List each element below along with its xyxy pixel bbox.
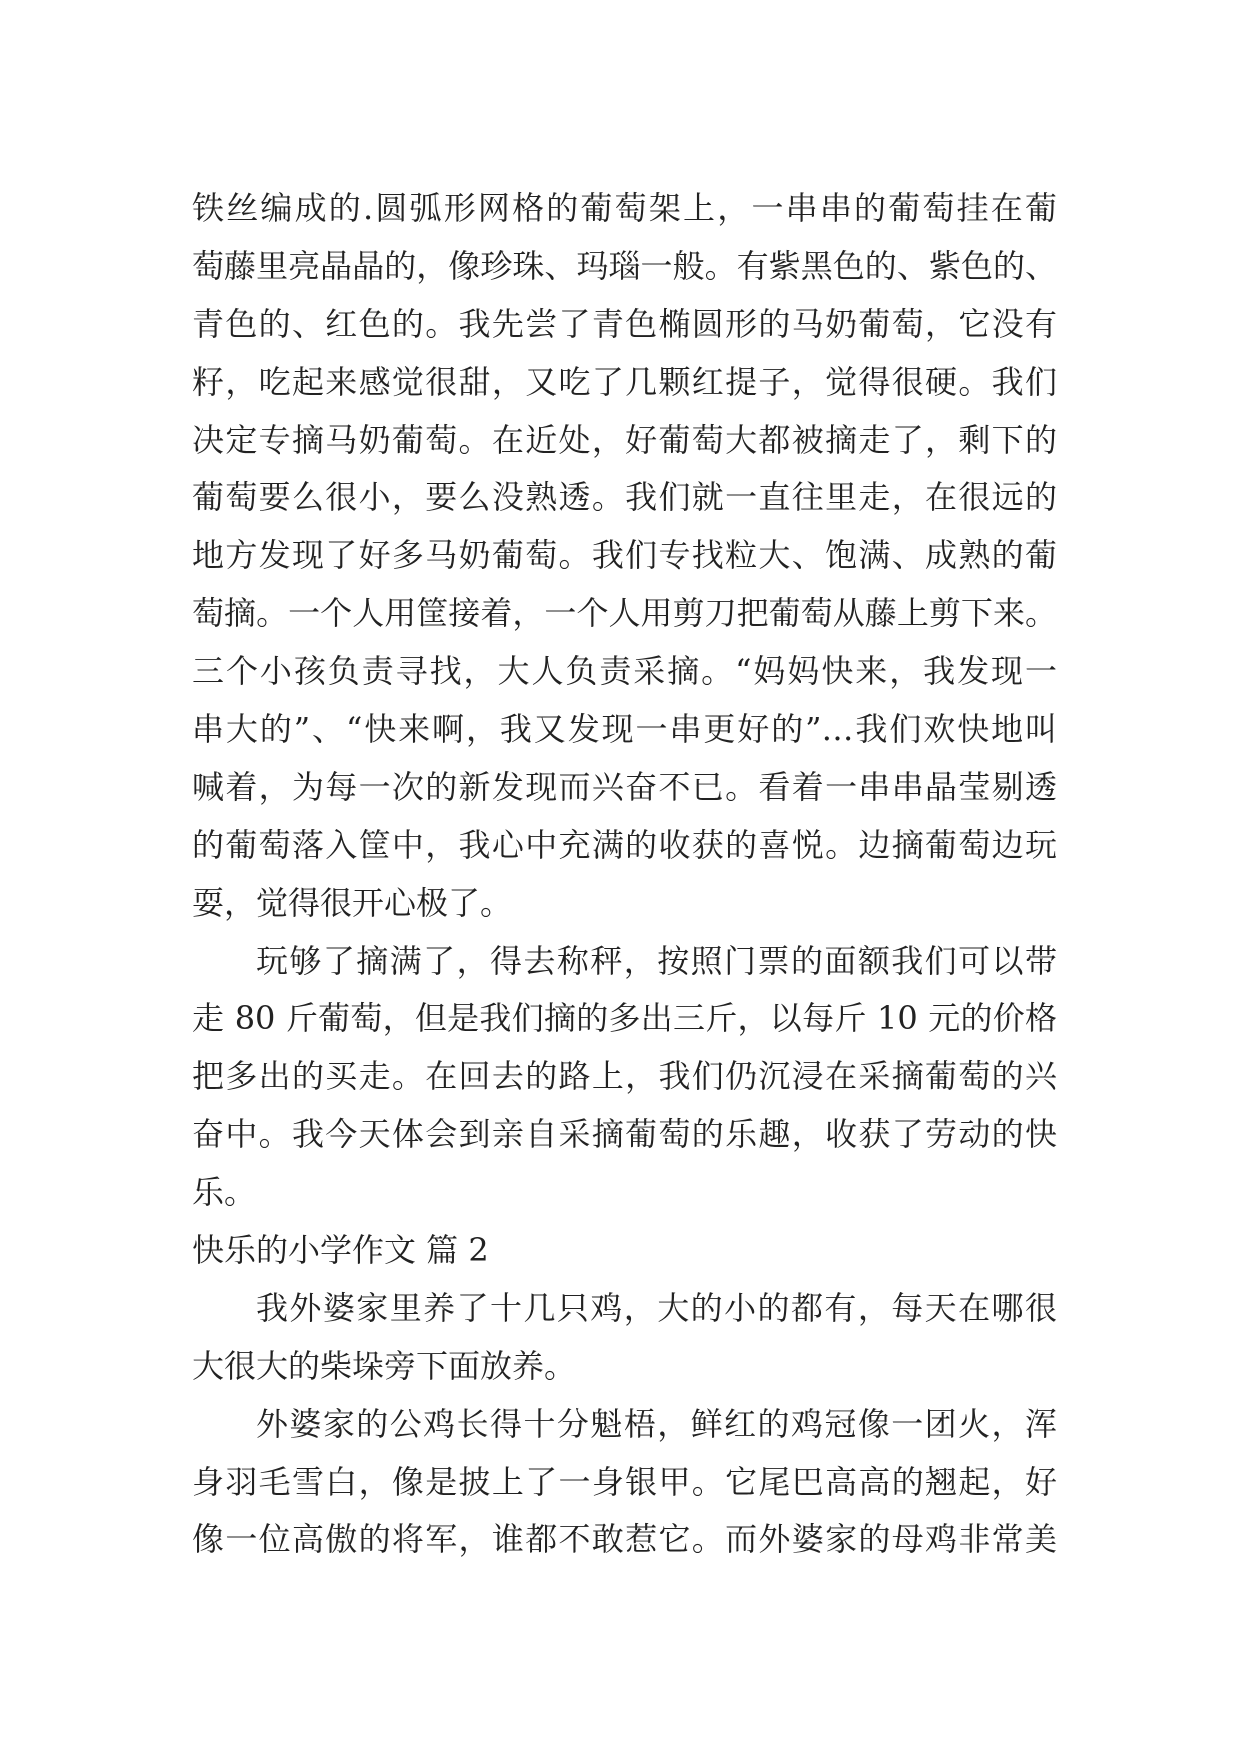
paragraph-grape-picking	[192, 180, 1057, 933]
text-line: 葡萄要么很小，要么没熟透。我们就一直往里走，在很远的	[192, 478, 1057, 517]
text-line: 串大的”、“快来啊，我又发现一串更好的”…我们欢快地叫	[192, 710, 1057, 749]
paragraph-weighing	[192, 933, 1057, 1222]
document-body	[192, 180, 1057, 1569]
text-line: 玩够了摘满了，得去称秤，按照门票的面额我们可以带	[256, 941, 1057, 980]
text-line: 青色的、红色的。我先尝了青色椭圆形的马奶葡萄，它没有	[192, 304, 1057, 343]
text-line: 地方发现了好多马奶葡萄。我们专找粒大、饱满、成熟的葡	[192, 536, 1057, 575]
text-line: 走 80 斤葡萄，但是我们摘的多出三斤，以每斤 10 元的价格	[192, 999, 1057, 1038]
text-line: 大很大的柴垛旁下面放养。	[192, 1346, 577, 1385]
text-line: 的葡萄落入筐中，我心中充满的收获的喜悦。边摘葡萄边玩	[192, 825, 1057, 864]
text-line: 铁丝编成的.圆弧形网格的葡萄架上，一串串的葡萄挂在葡	[192, 189, 1057, 227]
section-heading: 快乐的小学作文 篇 2	[192, 1231, 489, 1270]
text-line: 喊着，为每一次的新发现而兴奋不已。看着一串串晶莹剔透	[192, 767, 1057, 806]
text-line: 我外婆家里养了十几只鸡，大的小的都有，每天在哪很	[256, 1288, 1057, 1327]
text-line: 乐。	[192, 1173, 257, 1212]
text-line: 奋中。我今天体会到亲自采摘葡萄的乐趣，收获了劳动的快	[192, 1115, 1057, 1154]
text-line: 萄摘。一个人用筐接着，一个人用剪刀把葡萄从藤上剪下来。	[192, 594, 1057, 633]
text-line: 把多出的买走。在回去的路上，我们仍沉浸在采摘葡萄的兴	[192, 1057, 1057, 1096]
text-line: 萄藤里亮晶晶的，像珍珠、玛瑙一般。有紫黑色的、紫色的、	[192, 246, 1057, 285]
text-line: 决定专摘马奶葡萄。在近处，好葡萄大都被摘走了，剩下的	[192, 420, 1057, 459]
text-line: 身羽毛雪白，像是披上了一身银甲。它尾巴高高的翘起，好	[192, 1462, 1057, 1501]
paragraph-rooster	[192, 1396, 1057, 1570]
text-line: 外婆家的公鸡长得十分魁梧，鲜红的鸡冠像一团火，浑	[256, 1404, 1057, 1443]
text-line: 籽，吃起来感觉很甜，又吃了几颗红提子，觉得很硬。我们	[192, 362, 1057, 401]
text-line: 耍，觉得很开心极了。	[192, 883, 513, 922]
paragraph-chickens-intro	[192, 1280, 1057, 1396]
text-line: 像一位高傲的将军，谁都不敢惹它。而外婆家的母鸡非常美	[192, 1520, 1057, 1559]
text-line: 三个小孩负责寻找，大人负责采摘。“妈妈快来，我发现一	[192, 652, 1057, 691]
